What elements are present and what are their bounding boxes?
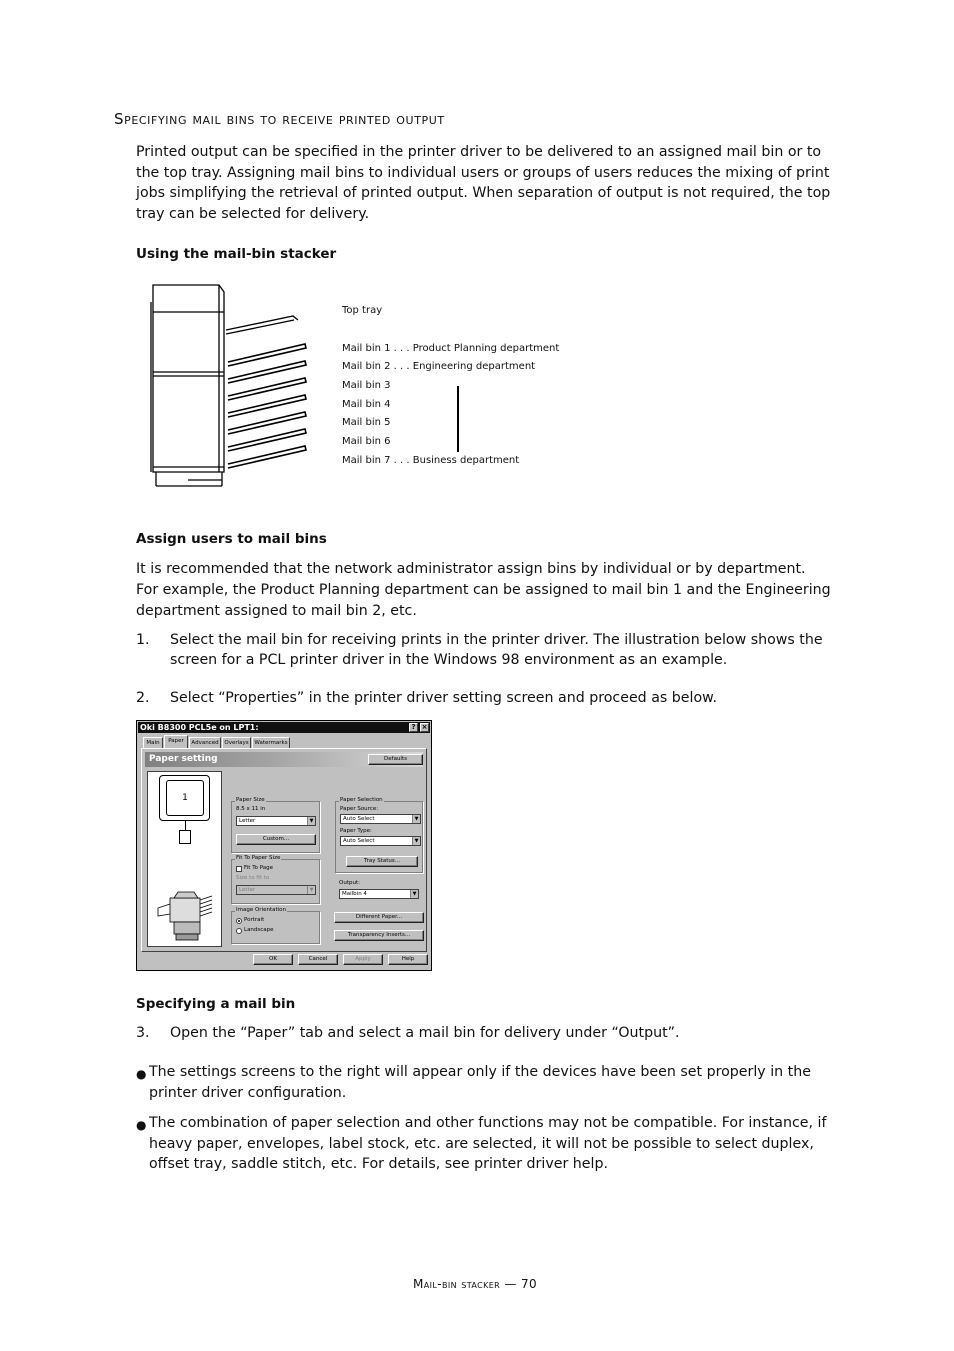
dropdown-arrow-icon: ▼ (412, 837, 420, 845)
landscape-label: Landscape (244, 927, 274, 933)
bullet-1-text: The settings screens to the right will appear only if the devices have been set properly in the printer driver configuration. (149, 1064, 811, 1101)
intro-paragraph: Printed output can be specified in the printer driver to be delivered to an assigned mail bin or to the top tray. Assigning mail bins to individual users or groups of users reduces the mixing of print jobs simplifying the retrieval of printed output. When separation of output is not required, the top tray can be selected for delivery. (136, 144, 831, 222)
label-top-tray: Top tray (342, 305, 383, 316)
ok-button[interactable]: OK (253, 954, 293, 965)
fit-group-title: Fit To Paper Size (236, 855, 281, 861)
close-title-button[interactable]: × (421, 723, 428, 731)
printer-icon (154, 890, 216, 945)
bullet-1-glyph: ● (136, 1067, 147, 1081)
dropdown-arrow-icon: ▼ (307, 817, 315, 825)
defaults-button[interactable]: Defaults (368, 754, 423, 765)
paper-selection-group (335, 797, 423, 873)
bullet-2-text: The combination of paper selection and other functions may not be compatible. For instance, if heavy paper, envelopes, label stock, etc. are selected, it will not be possible to select duplex, offset tray, saddle stitch, etc. For details, see printer driver help. (149, 1115, 827, 1173)
fit-size-select-value: Letter (239, 887, 256, 893)
paper-type-select[interactable] (340, 836, 421, 846)
label-mail-bin-5: Mail bin 5 (342, 417, 391, 428)
dialog-title: Oki B8300 PCL5e on LPT1: (140, 723, 259, 732)
label-mail-bin-4: Mail bin 4 (342, 399, 391, 410)
step-2-text: Select “Properties” in the printer driver setting screen and proceed as below. (170, 690, 717, 706)
paper-size-group (231, 797, 320, 853)
output-value: Mailbin 4 (342, 891, 367, 897)
paper-type-value: Auto Select (343, 838, 375, 844)
bin-range-bracket (457, 386, 459, 452)
help-title-button[interactable]: ? (409, 723, 418, 732)
subheading-using-stacker: Using the mail-bin stacker (136, 246, 337, 262)
help-button[interactable]: Help (388, 954, 428, 965)
size-to-fit-caption: Size to fit to (236, 875, 270, 881)
dropdown-arrow-icon: ▼ (410, 890, 418, 898)
apply-button[interactable]: Apply (343, 954, 383, 965)
preview-connector (185, 821, 186, 830)
custom-button[interactable]: Custom... (236, 834, 316, 845)
label-mail-bin-3: Mail bin 3 (342, 380, 391, 391)
output-label: Output: (339, 880, 360, 886)
paper-size-value: 8.5 x 11 in (236, 806, 266, 812)
banner-title: Paper setting (149, 754, 218, 764)
document-icon (179, 830, 191, 844)
tab-overlays[interactable]: Overlays (222, 737, 251, 748)
label-mail-bin-1: Mail bin 1 . . . Product Planning department (342, 343, 560, 354)
dropdown-arrow-icon: ▼ (307, 886, 315, 894)
subheading-specifying-bin: Specifying a mail bin (136, 996, 296, 1012)
label-mail-bin-7: Mail bin 7 . . . Business department (342, 455, 520, 466)
dropdown-arrow-icon: ▼ (412, 815, 420, 823)
paper-type-label: Paper Type: (340, 828, 372, 834)
paper-size-group-title: Paper Size (236, 797, 265, 803)
tab-advanced[interactable]: Advanced (189, 737, 221, 748)
step-3-text: Open the “Paper” tab and select a mail bin for delivery under “Output”. (170, 1025, 680, 1041)
paper-selection-group-title: Paper Selection (340, 797, 383, 803)
fit-to-paper-size-group (231, 855, 320, 904)
assign-paragraph-1: It is recommended that the network administrator assign bins by individual or by department. (136, 561, 806, 577)
assign-paragraph-2: For example, the Product Planning department can be assigned to mail bin 1 and the Engineering department assigned to mail bin 2, etc. (136, 582, 831, 619)
dialog-titlebar (138, 722, 430, 733)
bullet-2-glyph: ● (136, 1118, 147, 1132)
landscape-radio[interactable] (236, 928, 242, 934)
preview-page-frame (159, 775, 210, 821)
step-3-number: 3. (136, 1025, 150, 1041)
fit-to-page-label: Fit To Page (244, 865, 274, 871)
image-orientation-group (231, 907, 320, 944)
fit-to-page-checkbox[interactable] (236, 866, 242, 872)
step-1-number: 1. (136, 632, 150, 648)
paper-size-select[interactable] (236, 816, 316, 826)
fit-size-select[interactable] (236, 885, 316, 895)
paper-preview (147, 771, 222, 947)
portrait-label: Portrait (244, 917, 265, 923)
paper-source-select[interactable] (340, 814, 421, 824)
tab-main[interactable]: Main (143, 737, 163, 748)
preview-page-number: 1 (166, 780, 204, 816)
step-1-text: Select the mail bin for receiving prints in the printer driver. The illustration below shows the screen for a PCL printer driver in the Windows 98 environment as an example. (170, 632, 823, 668)
label-mail-bin-6: Mail bin 6 (342, 436, 391, 447)
orientation-group-title: Image Orientation (236, 907, 287, 913)
paper-size-select-value: Letter (239, 818, 256, 824)
paper-source-label: Paper Source: (340, 806, 379, 812)
paper-source-value: Auto Select (343, 816, 375, 822)
page-footer: Mail-bin stacker — 70 (413, 1277, 538, 1291)
section-heading: Specifying mail bins to receive printed output (114, 110, 445, 128)
paper-tab-panel (141, 748, 427, 952)
different-paper-button[interactable]: Different Paper... (334, 912, 424, 923)
tab-paper[interactable]: Paper (164, 735, 188, 748)
tray-status-button[interactable]: Tray Status... (346, 856, 418, 867)
portrait-radio[interactable] (236, 918, 242, 924)
label-mail-bin-2: Mail bin 2 . . . Engineering department (342, 361, 536, 372)
output-select[interactable] (339, 889, 419, 899)
cancel-button[interactable]: Cancel (298, 954, 338, 965)
transparency-inserts-button[interactable]: Transparency Inserts... (334, 930, 424, 941)
subheading-assign-users: Assign users to mail bins (136, 531, 327, 547)
step-2-number: 2. (136, 690, 150, 706)
tab-watermarks[interactable]: Watermarks (252, 737, 290, 748)
printer-properties-dialog (136, 720, 432, 971)
mail-bin-stacker-illustration (148, 282, 310, 490)
